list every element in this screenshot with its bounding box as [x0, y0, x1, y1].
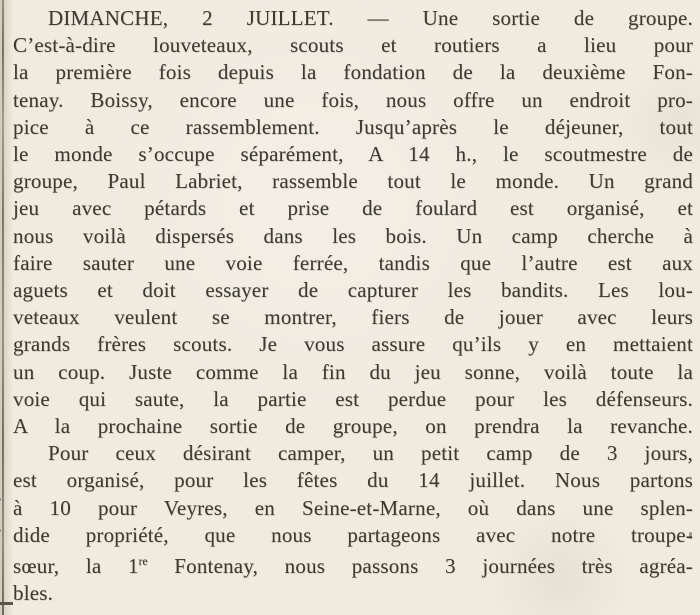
text-line: A la prochaine sortie de groupe, on prendra la revanche.	[13, 414, 693, 439]
paragraph-sortie-de-groupe	[13, 5, 693, 440]
article-text	[13, 5, 693, 607]
text-segment: sœur, la 1	[13, 554, 139, 579]
text-line: nous voilà dispersés dans les bois. Un camp cherche à	[13, 223, 693, 248]
text-line: faire sauter une voie ferrée, tandis que l’autre est aux	[13, 250, 693, 275]
text-line: veteaux veulent se montrer, fiers de jouer avec leurs	[13, 305, 693, 330]
scan-artifact-tick	[0, 602, 13, 605]
scan-artifact-paren	[0, 494, 13, 536]
text-line: Pour ceux désirant camper, un petit camp de 3 jours,	[48, 441, 693, 466]
text-line: aguets et doit essayer de capturer les bandits. Les lou-	[13, 278, 693, 303]
superscript-ordinal: re	[138, 556, 148, 569]
text-line: à 10 pour Veyres, en Seine-et-Marne, où dans une splen-	[13, 495, 693, 520]
text-line: jeu avec pétards et prise de foulard est organisé, et	[13, 196, 693, 221]
text-line: DIMANCHE, 2 JUILLET. — Une sortie de groupe.	[48, 6, 693, 30]
text-line: C’est-à-dire louveteaux, scouts et routiers a lieu pour	[13, 33, 693, 58]
text-line: tenay. Boissy, encore une fois, nous offre un endroit pro-	[13, 87, 693, 112]
text-line: bles.	[13, 581, 54, 606]
text-line	[13, 549, 693, 580]
text-segment: Fontenay, nous passons 3 journées très agréa-	[174, 554, 694, 579]
text-line: dide propriété, que nous partageons avec notre troupe-	[13, 522, 693, 547]
text-line: voie qui saute, la partie est perdue pour les défenseurs.	[13, 386, 693, 411]
text-line: le monde s’occupe séparément, A 14 h., le scoutmestre de	[13, 142, 693, 167]
text-line: est organisé, pour les fêtes du 14 juillet. Nous partons	[13, 468, 693, 493]
paragraph-camp-14-juillet	[13, 440, 693, 607]
text-line: un coup. Juste comme la fin du jeu sonne, voilà toute la	[13, 359, 693, 384]
text-line: la première fois depuis la fondation de la deuxième Fon-	[13, 60, 693, 85]
text-line: grands frères scouts. Je vous assure qu’ils y en mettaient	[13, 332, 693, 357]
text-line: pice à ce rassemblement. Jusqu’après le déjeuner, tout	[13, 114, 693, 139]
text-line: groupe, Paul Labriet, rassemble tout le monde. Un grand	[13, 169, 693, 194]
